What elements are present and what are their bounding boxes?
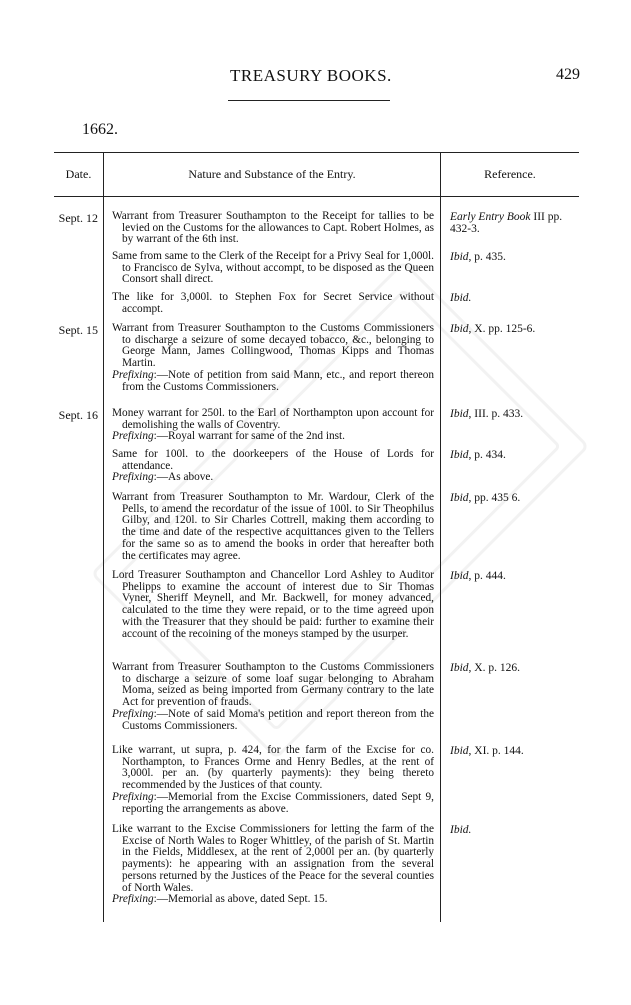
- entry-date: Sept. 15: [58, 323, 98, 337]
- reference-italic: Early Entry Book: [450, 211, 531, 223]
- entry-prefixing: [112, 894, 434, 906]
- reference-italic: Ibid: [450, 323, 469, 335]
- reference-column-header: Reference.: [484, 167, 536, 181]
- entry-prefixing: [112, 709, 434, 732]
- prefixing-label: Prefixing: [112, 893, 154, 906]
- reference-italic: Ibid.: [450, 824, 472, 836]
- entry-body: Same from same to the Clerk of the Receipt for a Privy Seal for 1,000l. to Francisco de Sylva, without accompt, to be disposed as the Queen Consort shall direct.: [112, 250, 434, 286]
- entry-prefixing: [112, 792, 434, 815]
- header-rule: [228, 100, 390, 101]
- reference-pages: , X. pp. 125-6.: [468, 323, 536, 335]
- prefixing-label: Prefixing: [112, 707, 154, 720]
- prefixing-text: :—Note of said Moma's petition and report thereon from the Customs Commissioners.: [122, 707, 434, 732]
- reference-pages: , p. 434.: [468, 449, 506, 461]
- entry-body: The like for 3,000l. to Stephen Fox for Secret Service without accompt.: [112, 291, 434, 315]
- prefixing-label: Prefixing: [112, 368, 154, 381]
- page-header: [0, 66, 631, 90]
- entry-body: Like warrant, ut supra, p. 424, for the farm of the Excise for co. Northampton, to Frances Orme and Henry Bedles, at the rent of 3,000l. per an. (by quarterly payments): they being thereto recommended by the Justices of that county.: [112, 744, 434, 792]
- reference-pages: III pp. 432-3.: [450, 211, 563, 235]
- entry-reference: [450, 323, 576, 335]
- entry-reference: [450, 408, 576, 420]
- entry-prefixing: [112, 431, 434, 443]
- reference-pages: , X. p. 126.: [468, 662, 520, 674]
- table-head-rule: [54, 196, 579, 197]
- reference-italic: Ibid: [450, 408, 469, 420]
- entry-text: [112, 745, 434, 815]
- page-number: 429: [556, 66, 580, 83]
- prefixing-text: :—Memorial from the Excise Commissioners, dated Sept 9, reporting the arrangements as above.: [122, 790, 434, 815]
- reference-italic: Ibid: [450, 251, 469, 263]
- reference-pages: , p. 435.: [468, 251, 506, 263]
- entry-text: [112, 408, 434, 443]
- reference-pages: , p. 444.: [468, 570, 506, 582]
- date-column-header: Date.: [65, 167, 92, 181]
- entry-reference: [450, 662, 576, 674]
- entry-body: Warrant from Treasurer Southampton to Mr. Wardour, Clerk of the Pells, to amend the recordatur of the issue of 100l. to Sir Theophilus Gilby, and 120l. to Sir Charles Cottrell, making them according to the time and date of the respective acquittances given to the Tellers for the same so as to amend the books in order that hereafter both the certificates may agree.: [112, 491, 434, 562]
- entry-text: [112, 292, 434, 315]
- prefixing-label: Prefixing: [112, 430, 154, 443]
- nature-column-header: Nature and Substance of the Entry.: [188, 167, 356, 181]
- entry-table: [54, 152, 579, 922]
- reference-column-divider: [440, 152, 441, 922]
- entry-reference: [450, 211, 576, 235]
- reference-italic: Ibid: [450, 449, 469, 461]
- entry-text: [112, 323, 434, 393]
- year-heading: 1662.: [82, 121, 118, 138]
- reference-italic: Ibid: [450, 662, 469, 674]
- entry-body: Warrant from Treasurer Southampton to the Customs Commissioners to discharge a seizure of some loaf sugar belonging to Abraham Moma, seized as being imported from Germany contrary to the late Act for prevention of frauds.: [112, 661, 434, 709]
- prefixing-label: Prefixing: [112, 790, 154, 803]
- entry-reference: [450, 492, 576, 504]
- entry-body: Like warrant to the Excise Commissioners for letting the farm of the Excise of North Wales to Roger Whittley, of the parish of St. Martin in the Fields, Middlesex, at the rent of 2,000l per an. (by quarterly payments): he appearing with an assignation from the several persons returned by the Justices of the Peace for the several counties of North Wales.: [112, 823, 434, 894]
- reference-pages: , XI. p. 144.: [468, 745, 524, 757]
- entry-reference: [450, 449, 576, 461]
- entry-text: [112, 570, 434, 640]
- reference-italic: Ibid: [450, 570, 469, 582]
- entry-date: Sept. 16: [58, 408, 98, 422]
- entry-reference: [450, 570, 576, 582]
- entry-reference: [450, 745, 576, 757]
- entry-text: [112, 251, 434, 286]
- prefixing-text: :—Note of petition from said Mann, etc., and report thereon from the Customs Commissioners.: [122, 368, 434, 393]
- entry-body: Lord Treasurer Southampton and Chancellor Lord Ashley to Auditor Phelipps to examine the account of interest due to Sir Thomas Vyner, Sheriff Meynell, and Mr. Backwell, for money advanced, calculated to the time they were repaid, or to the time agreed upon with the Treasurer that they should be paid: further to examine their account of the recoining of the moneys stamped by the usurper.: [112, 569, 434, 640]
- reference-pages: , pp. 435 6.: [468, 492, 521, 504]
- entry-body: Same for 100l. to the doorkeepers of the House of Lords for attendance.: [112, 448, 434, 472]
- entry-reference: [450, 292, 576, 304]
- entry-prefixing: [112, 370, 434, 393]
- reference-italic: Ibid: [450, 492, 469, 504]
- entry-text: [112, 211, 434, 246]
- entry-text: [112, 662, 434, 732]
- running-title: TREASURY BOOKS.: [230, 66, 392, 85]
- prefixing-text: :—Memorial as above, dated Sept. 15.: [153, 893, 328, 906]
- prefixing-label: Prefixing: [112, 471, 154, 484]
- entry-reference: [450, 251, 576, 263]
- entry-body: Warrant from Treasurer Southampton to the Customs Commissioners to discharge a seizure of some decayed tobacco, &c., belonging to George Mann, James Collingwood, Thomas Kipps and Thomas Martin.: [112, 322, 434, 370]
- entry-reference: [450, 824, 576, 836]
- reference-italic: Ibid: [450, 745, 469, 757]
- table-top-rule: [54, 152, 579, 153]
- entry-date: Sept. 12: [58, 211, 98, 225]
- reference-pages: , III. p. 433.: [468, 408, 524, 420]
- entry-text: [112, 492, 434, 562]
- entry-body: Warrant from Treasurer Southampton to the Receipt for tallies to be levied on the Customs for the allowances to Capt. Robert Holmes, as by warrant of the 6th inst.: [112, 210, 434, 246]
- entry-body: Money warrant for 250l. to the Earl of Northampton upon account for demolishing the walls of Coventry.: [112, 407, 434, 431]
- prefixing-text: :—As above.: [153, 471, 214, 484]
- entry-text: [112, 449, 434, 484]
- entry-prefixing: [112, 472, 434, 484]
- reference-italic: Ibid.: [450, 292, 472, 304]
- prefixing-text: :—Royal warrant for same of the 2nd inst.: [153, 430, 345, 443]
- date-column-divider: [103, 152, 104, 922]
- entry-text: [112, 824, 434, 906]
